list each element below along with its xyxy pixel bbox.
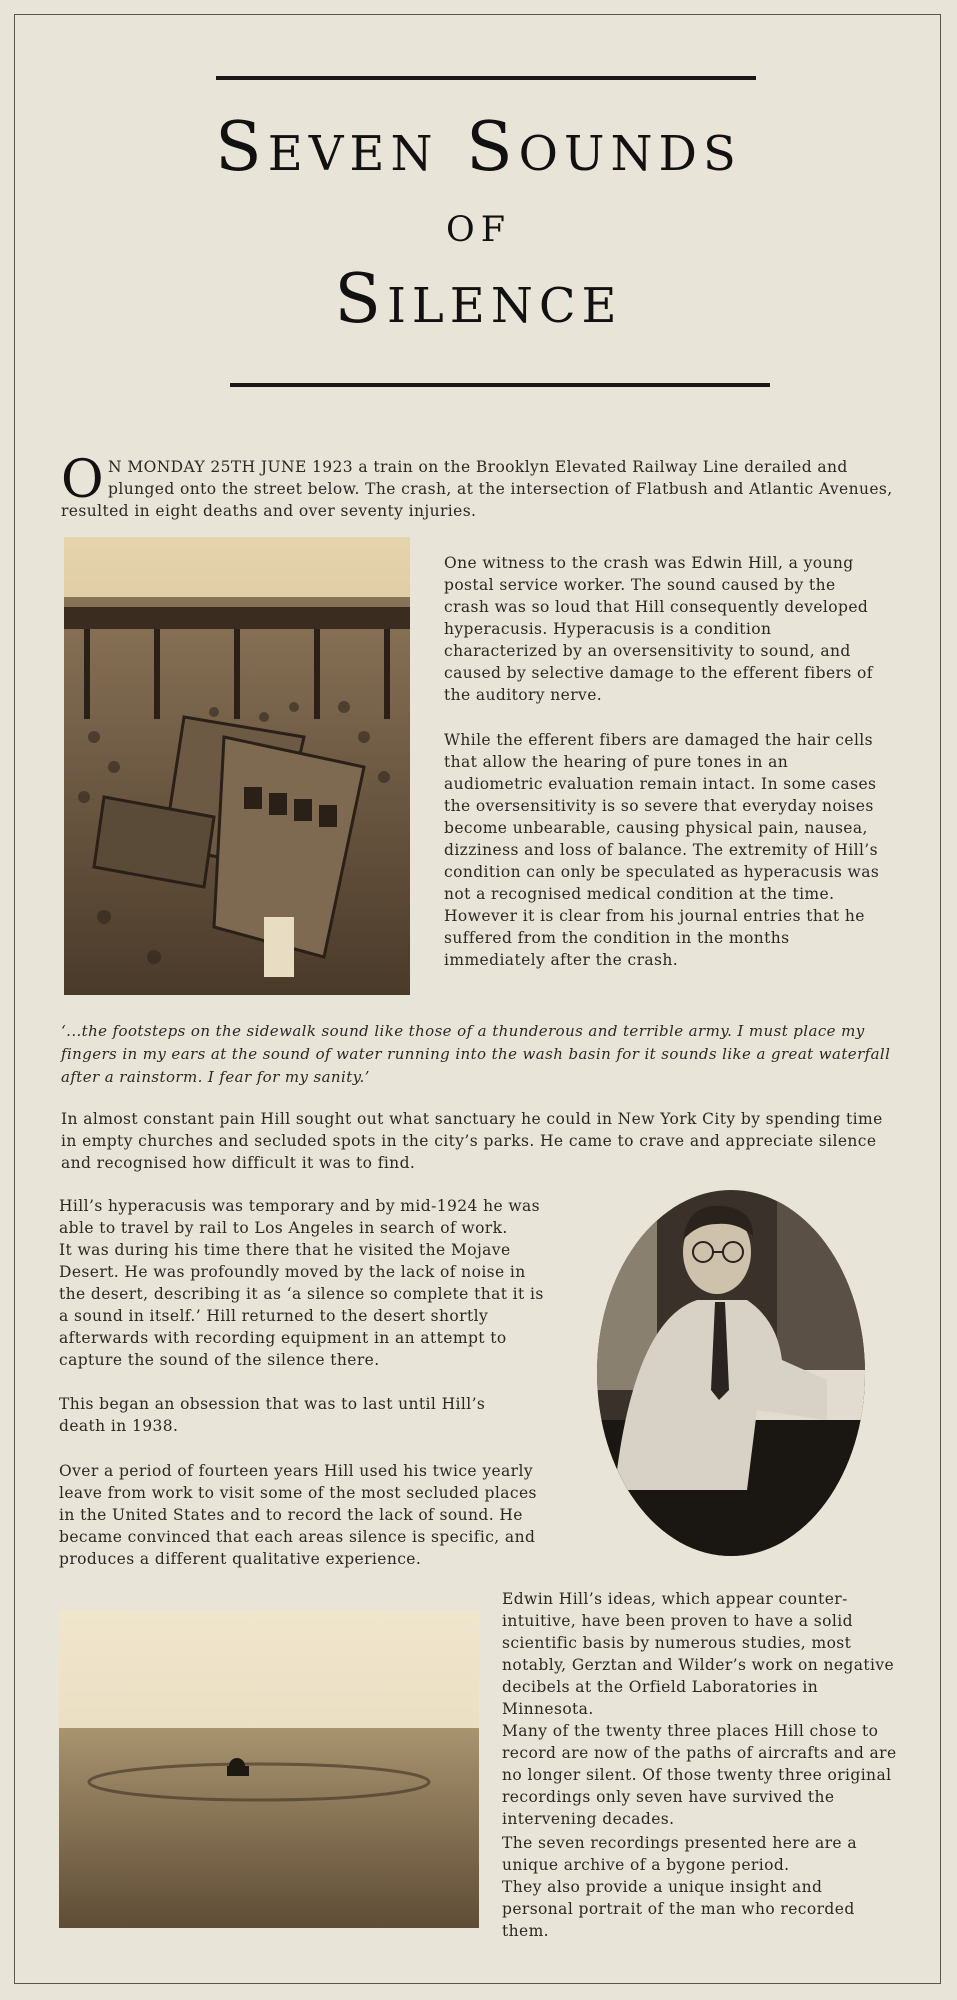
title-rule-bottom bbox=[230, 383, 770, 387]
page-title bbox=[0, 110, 957, 338]
title-line-1: Seven Sounds bbox=[215, 108, 742, 187]
obsession-paragraph: This began an obsession that was to last until Hill’s death in 1938. bbox=[59, 1395, 486, 1435]
desert-photo bbox=[59, 1610, 479, 1928]
intro-paragraph bbox=[61, 450, 901, 522]
journal-quote: ‘...the footsteps on the sidewalk sound like those of a thunderous and terrible army. I must place my fingers in my ears at the sound of water running into the wash basin for it sounds like a great waterfall after a rainstorm. I fear for my sanity.’ bbox=[61, 1022, 891, 1086]
ideas-paragraph bbox=[502, 1588, 907, 1830]
train-crash-photo bbox=[64, 537, 410, 995]
ideas-paragraph-a: Edwin Hill’s ideas, which appear counter-intuitive, have been proven to have a solid scientific basis by numerous studies, most notably, Gerztan and Wilder’s work on negative decibels at the Orfield Laboratories in Minnesota. bbox=[502, 1590, 895, 1718]
intro-text: N MONDAY 25TH JUNE 1923 a train on the Brooklyn Elevated Railway Line derailed and plunged onto the street below. The crash, at the intersection of Flatbush and Atlantic Avenues, resulted in eight deaths and over seventy injuries. bbox=[61, 458, 893, 520]
witness-paragraph: One witness to the crash was Edwin Hill, a young postal service worker. The sound caused by the crash was so loud that Hill consequently developed hyperacusis. Hyperacusis is a condition characterized by an oversensitivity to sound, and caused by selective damage to the efferent fibers of the auditory nerve. bbox=[444, 554, 873, 704]
ideas-paragraph-b: Many of the twenty three places Hill chose to record are now of the paths of aircrafts and are no longer silent. Of those twenty three original recordings only seven have survived the intervening decades. bbox=[502, 1722, 897, 1828]
fourteen-years-paragraph: Over a period of fourteen years Hill used his twice yearly leave from work to visit some of the most secluded places in the United States and to record the lack of sound. He became convinced that each areas silence is specific, and produces a different qualitative experience. bbox=[59, 1462, 537, 1568]
closing-paragraph-b: They also provide a unique insight and personal portrait of the man who recorded them. bbox=[502, 1878, 855, 1940]
title-line-3: Silence bbox=[334, 260, 623, 339]
mojave-paragraph-a: Hill’s hyperacusis was temporary and by mid-1924 he was able to travel by rail to Los Angeles in search of work. bbox=[59, 1197, 541, 1237]
fibers-paragraph: While the efferent fibers are damaged the hair cells that allow the hearing of pure tones in an audiometric evaluation remain intact. In some cases the oversensitivity is so severe that everyday noises become unbearable, causing physical pain, nausea, dizziness and loss of balance. The extremity of Hill’s condition can only be speculated as hyperacusis was not a recognised medical condition at the time. However it is clear from his journal entries that he suffered from the condition in the months immediately after the crash. bbox=[444, 731, 880, 969]
title-rule-top bbox=[216, 76, 756, 80]
closing-paragraph-a: The seven recordings presented here are a unique archive of a bygone period. bbox=[502, 1834, 857, 1874]
drop-cap: O bbox=[61, 450, 105, 510]
edwin-hill-portrait bbox=[597, 1190, 865, 1556]
closing-paragraph bbox=[502, 1832, 892, 1942]
mojave-paragraph-b: It was during his time there that he visited the Mojave Desert. He was profoundly moved by the lack of noise in the desert, describing it as ‘a silence so complete that it is a sound in itself.’ Hill returned to the desert shortly afterwards with recording equipment in an attempt to capture the sound of the silence there. bbox=[59, 1241, 544, 1369]
title-line-2: of bbox=[446, 195, 511, 253]
sanctuary-paragraph: In almost constant pain Hill sought out what sanctuary he could in New York City by spending time in empty churches and secluded spots in the city’s parks. He came to crave and appreciate silence and recognised how difficult it was to find. bbox=[61, 1110, 883, 1172]
mojave-paragraph bbox=[59, 1195, 554, 1371]
